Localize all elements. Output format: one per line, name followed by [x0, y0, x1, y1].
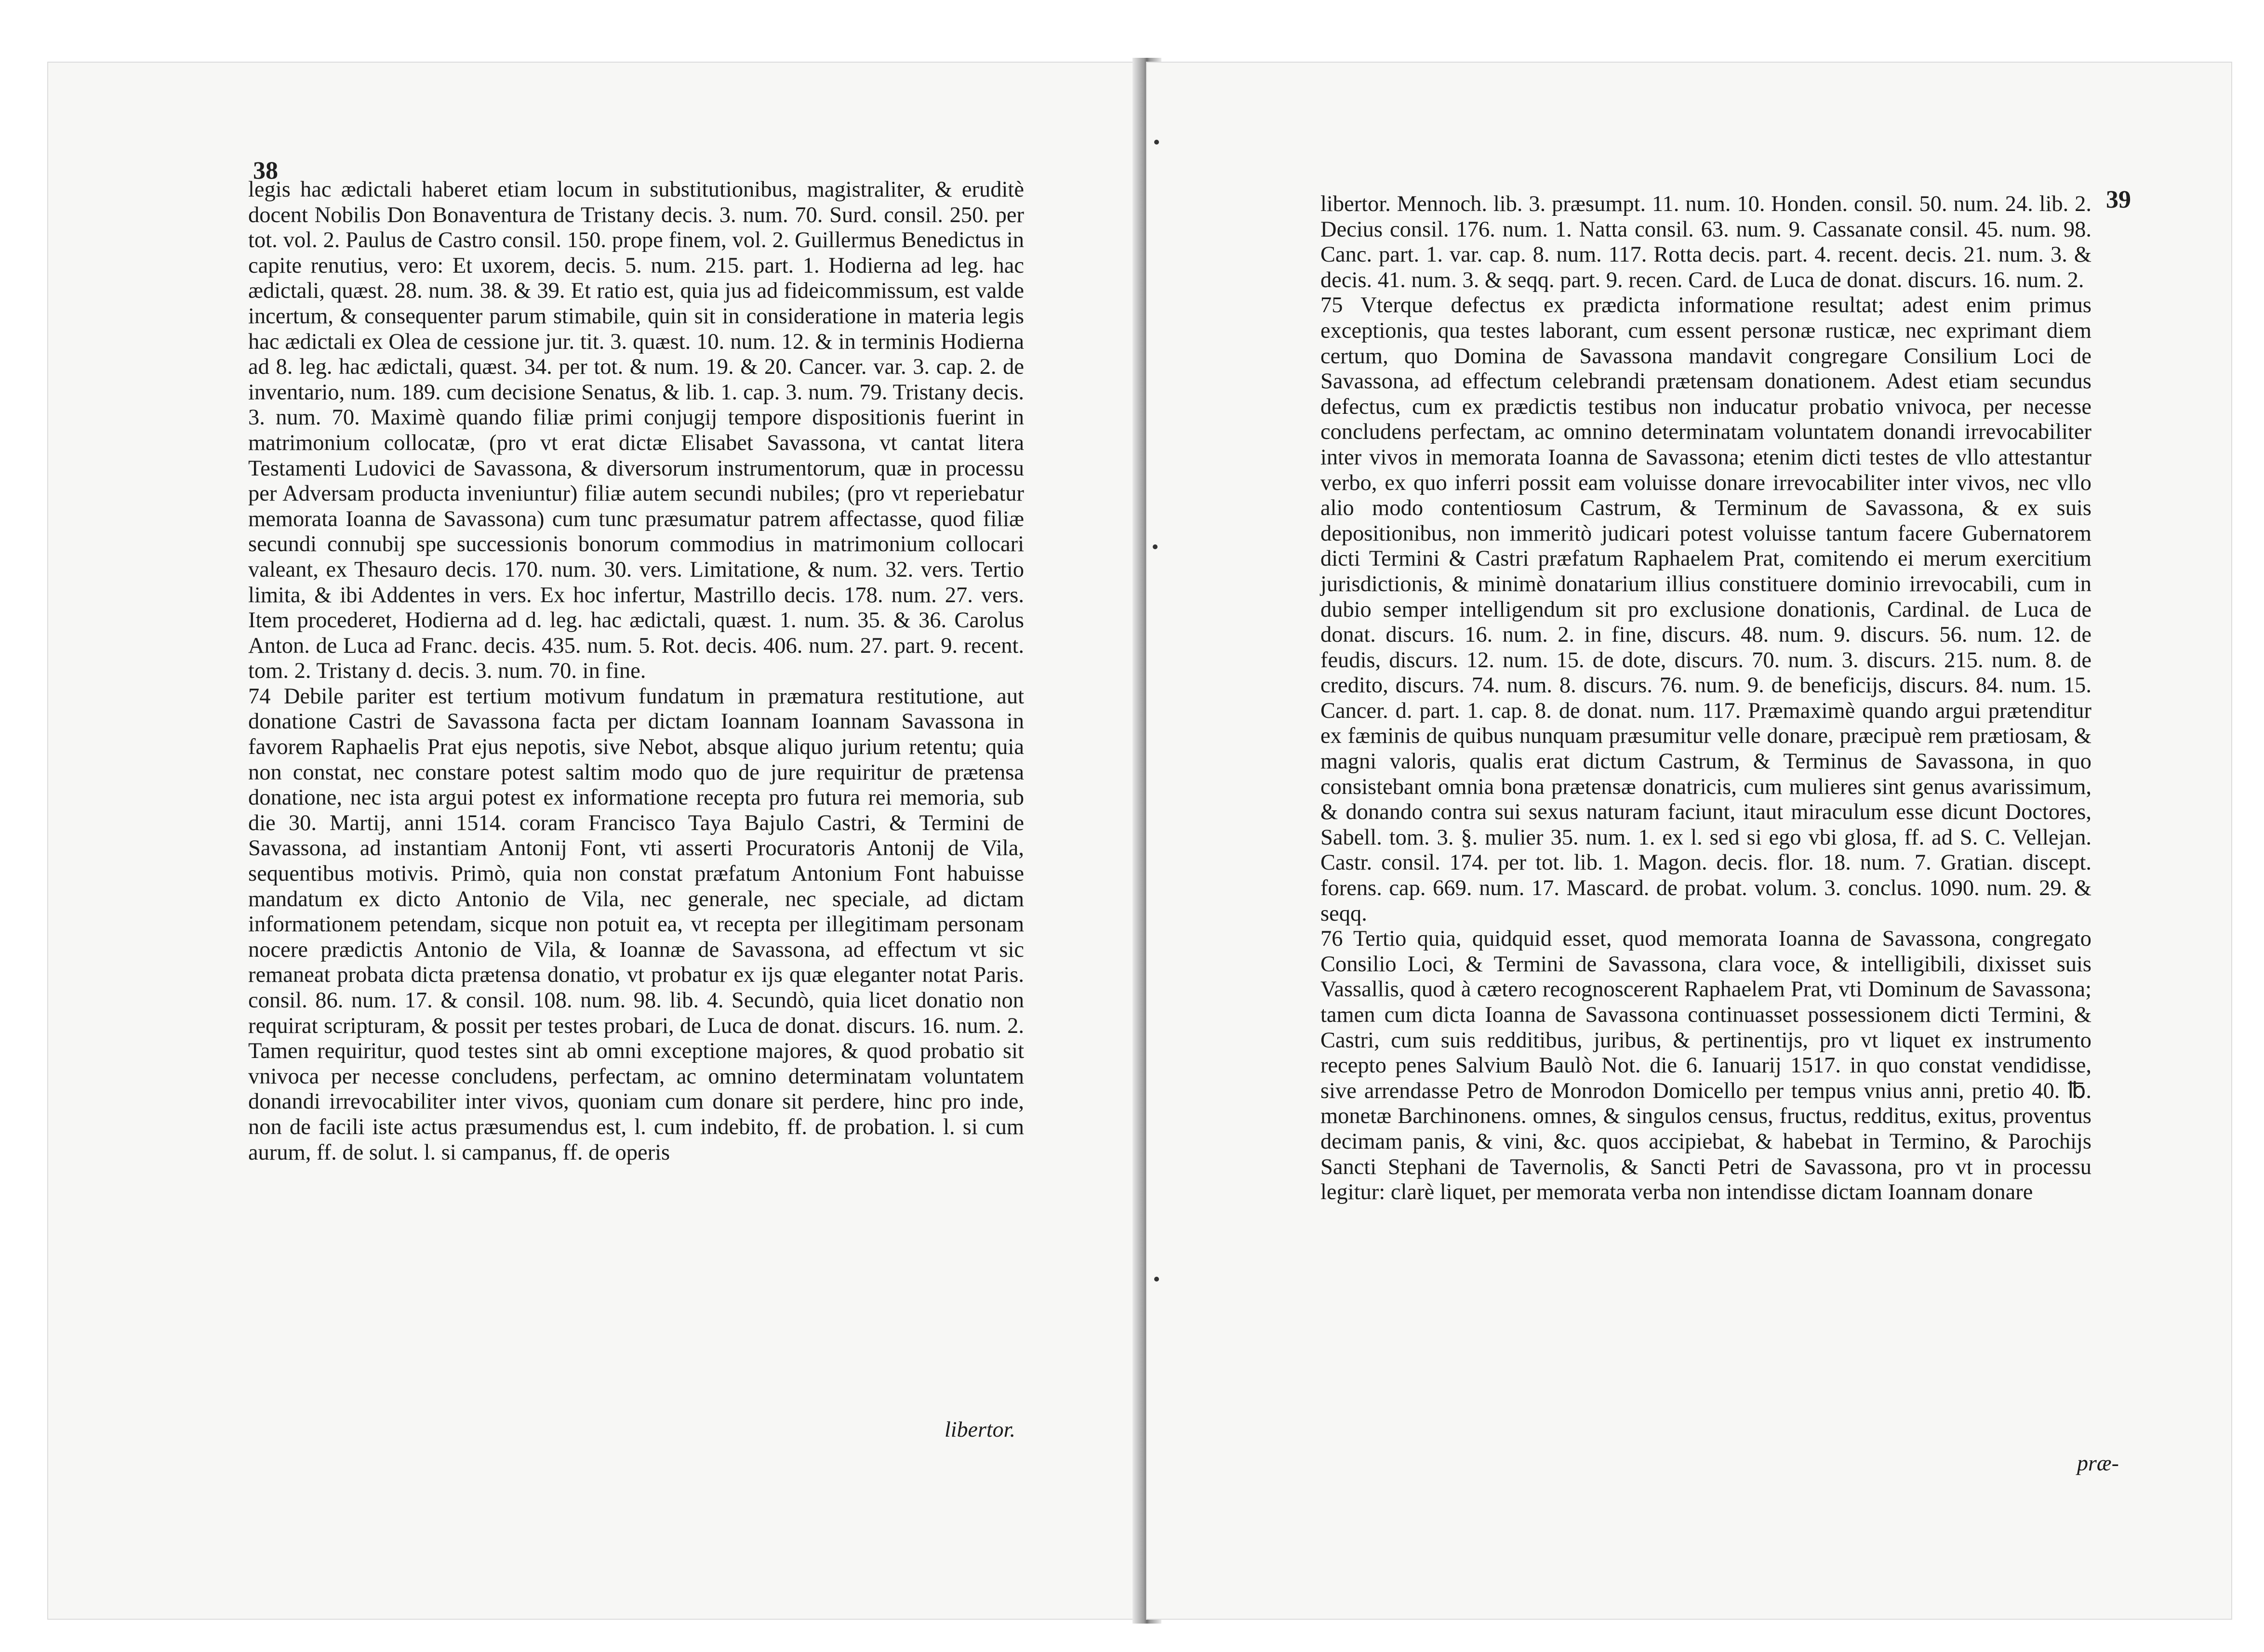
- binding-hole-mark: [1154, 140, 1159, 145]
- page-number-right: 39: [2106, 186, 2131, 213]
- catchword-right: præ-: [2077, 1451, 2119, 1475]
- paragraph-right-2: 75 Vterque defectus ex prædicta informatione resultat; adest enim primus exceptionis, qua testes laborant, cum essent personæ rusticæ, nec exprimant diem certum, quo Domina de Savassona mandavit congregare Consilium Loci de Savassona, ad effectum celebrandi prætensam donationem. Adest etiam secundus defectus, cum ex prædictis testibus non inducatur probatio vnivoca, per necesse concludens perfectam, ac omnino determinatam voluntatem donandi irrevocabiliter inter vivos in memorata Ioanna de Savassona; etenim dicti testes de vllo attestantur verbo, ex quo inferri possit eam voluisse donare irrevocabiliter inter vivos, nec vllo alio modo contentiosum Castrum, & Terminum de Savassona, & ex suis depositionibus, non immeritò judicari potest voluisse tantum facere Gubernatorem dicti Termini & Castri præfatum Raphaelem Prat, comitendo ei merum exercitium jurisdictionis, & minimè donatarium illius constituere dominio irrevocabili, cum in dubio semper intelligendum sit pro exclusione donationis, Cardinal. de Luca de donat. discurs. 16. num. 2. in fine, discurs. 48. num. 9. discurs. 56. num. 12. de feudis, discurs. 12. num. 15. de dote, discurs. 70. num. 3. discurs. 215. num. 8. de credito, discurs. 74. num. 8. discurs. 76. num. 9. de beneficijs, discurs. 84. num. 15. Cancer. d. part. 1. cap. 8. de donat. num. 117. Præmaximè quando argui prætenditur ex fæminis de quibus nunquam præsumitur velle donare, præcipuè rem prætiosam, & magni valoris, qualis erat dictum Castrum, & Terminus de Savassona, in quo consistebant omnia bona prætensæ donatricis, cum mulieres sint genus avarissimum, & donando contra sui sexus naturam faciunt, itaut miraculum esse dicunt Doctores, Sabell. tom. 3. §. mulier 35. num. 1. ex l. sed si ego vbi glosa, ff. ad S. C. Vellejan. Castr. consil. 174. per tot. lib. 1. Magon. decis. flor. 18. num. 7. Gratian. discept. forens. cap. 669. num. 17. Mascard. de probat. volum. 3. conclus. 1090. num. 29. & seqq.: [1320, 293, 2091, 926]
- binding-hole-mark: [1153, 544, 1158, 549]
- right-page: [1147, 63, 2231, 1619]
- paragraph-left-2: 74 Debile pariter est tertium motivum fundatum in præmatura restitutione, aut donatione Castri de Savassona facta per dictam Ioannam Ioannam Savassona in favorem Raphaelis Prat ejus nepotis, sive Nebot, absque aliquo jurium retentu; quia non constat, nec constare potest saltim modo quo de jure requiritur de prætensa donatione, nec ista argui potest ex informatione recepta pro futura rei memoria, sub die 30. Martij, anni 1514. coram Francisco Taya Bajulo Castri, & Termini de Savassona, ad instantiam Antonij Font, vti asserti Procuratoris Antonij de Vila, sequentibus motivis. Primò, quia non constat præfatum Antonium Font habuisse mandatum ex dicto Antonio de Vila, nec generale, nec speciale, ad dictam informationem petendam, sicque non potuit ea, vt recepta per illegitimam personam nocere prædictis Antonio de Vila, & Ioannæ de Savassona, ad effectum vt sic remaneat probata dicta prætensa donatio, vt probatur ex ijs quæ eleganter notat Paris. consil. 86. num. 17. & consil. 108. num. 98. lib. 4. Secundò, quia licet donatio non requirat scripturam, & possit per testes probari, de Luca de donat. discurs. 16. num. 2. Tamen requiritur, quod testes sint ab omni exceptione majores, & quod probatio sit vnivoca per necesse concludens, perfectam, ac omnino determinatam voluntatem donandi irrevocabiliter inter vivos, quoniam cum donare sit perdere, hinc pro inde, non de facili iste actus præsumendus est, l. cum indebito, ff. de probation. l. si cum aurum, ff. de solut. l. si campanus, ff. de operis: [248, 684, 1024, 1165]
- binding-hole-mark: [1154, 1277, 1159, 1282]
- paragraph-right-1: libertor. Mennoch. lib. 3. præsumpt. 11. num. 10. Honden. consil. 50. num. 24. lib. 2. Decius consil. 176. num. 1. Natta consil. 63. num. 9. Cassanate consil. 45. num. 98. Canc. part. 1. var. cap. 8. num. 117. Rotta decis. part. 4. recent. decis. 21. num. 3. & decis. 41. num. 3. & seqq. part. 9. recen. Card. de Luca de donat. discurs. 16. num. 2.: [1320, 192, 2091, 292]
- right-page-text: [1320, 192, 2091, 1205]
- catchword-left: libertor.: [945, 1417, 1015, 1441]
- left-page-text: [248, 177, 1024, 1165]
- page-number-left: 38: [253, 157, 278, 185]
- paragraph-left-1: legis hac ædictali haberet etiam locum in substitutionibus, magistraliter, & eruditè docent Nobilis Don Bonaventura de Tristany decis. 3. num. 70. Surd. consil. 250. per tot. vol. 2. Paulus de Castro consil. 150. prope finem, vol. 2. Guillermus Benedictus in capite renutius, vero: Et uxorem, decis. 5. num. 215. part. 1. Hodierna ad leg. hac ædictali, quæst. 28. num. 38. & 39. Et ratio est, quia jus ad fideicommissum, est valde incertum, & consequenter parum stimabile, quin sit in consideratione in materia legis hac ædictali ex Olea de cessione jur. tit. 3. quæst. 10. num. 12. & in terminis Hodierna ad 8. leg. hac ædictali, quæst. 34. per tot. & num. 19. & 20. Cancer. var. 3. cap. 2. de inventario, num. 189. cum decisione Senatus, & lib. 1. cap. 3. num. 79. Tristany decis. 3. num. 70. Maximè quando filiæ primi conjugij tempore dispositionis fuerint in matrimonium collocatæ, (pro vt erat dictæ Elisabet Savassona, vt cantat litera Testamenti Ludovici de Savassona, & diversorum instrumentorum, quæ in processu per Adversam producta inveniuntur) filiæ autem secundi nubiles; (pro vt reperiebatur memorata Ioanna de Savassona) cum tunc præsumatur patrem affectasse, quod filiæ secundi connubij spe successionis bonorum commodius in matrimonium collocari valeant, ex Thesauro decis. 170. num. 30. vers. Limitatione, & num. 32. vers. Tertio limita, & ibi Addentes in vers. Ex hoc infertur, Mastrillo decis. 178. num. 27. vers. Item procederet, Hodierna ad d. leg. hac ædictali, quæst. 1. num. 35. & 36. Carolus Anton. de Luca ad Franc. decis. 435. num. 5. Rot. decis. 406. num. 27. part. 9. recent. tom. 2. Tristany d. decis. 3. num. 70. in fine.: [248, 177, 1024, 684]
- left-page: [48, 63, 1132, 1619]
- paragraph-right-3: 76 Tertio quia, quidquid esset, quod memorata Ioanna de Savassona, congregato Consilio Loci, & Termini de Savassona, clara voce, & intelligibili, dixisset suis Vassallis, quod à cætero recognoscerent Raphaelem Prat, vti Dominum de Savassona; tamen cum dicta Ioanna de Savassona continuasset possessionem dicti Termini, & Castri, cum suis redditibus, juribus, & pertinentijs, pro vt liquet ex instrumento recepto penes Salvium Baulò Not. die 6. Ianuarij 1517. in quo constat vendidisse, sive arrendasse Petro de Monrodon Domicello per tempus vnius anni, pretio 40. ℔. monetæ Barchinonens. omnes, & singulos census, fructus, redditus, exitus, proventus decimam panis, & vini, &c. quos accipiebat, & habebat in Termino, & Parochijs Sancti Stephani de Tavernolis, & Sancti Petri de Savassona, pro vt in processu legitur: clarè liquet, per memorata verba non intendisse dictam Ioannam donare: [1320, 926, 2091, 1205]
